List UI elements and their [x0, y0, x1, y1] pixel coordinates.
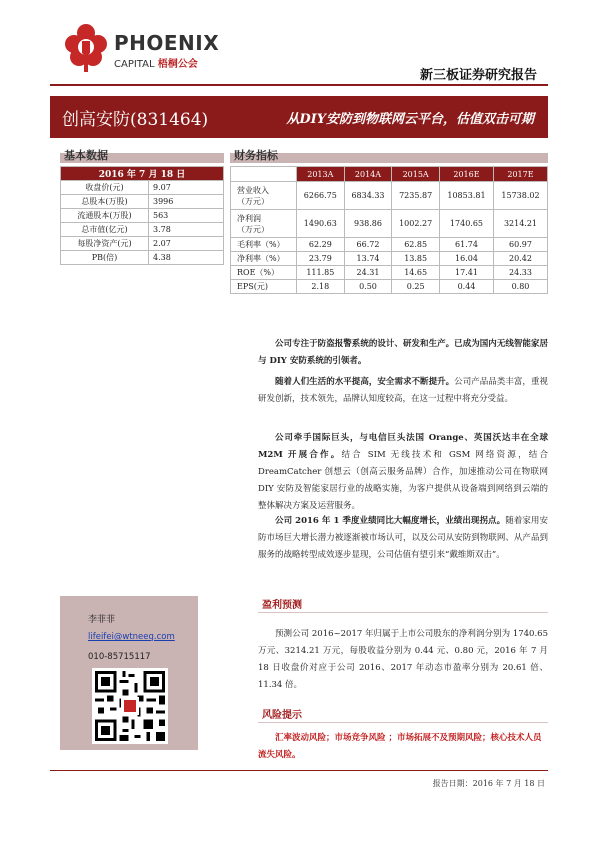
table-row: EPS(元) 2.18 0.50 0.25 0.44 0.80 — [231, 280, 548, 294]
basic-data-date-row — [61, 167, 224, 181]
risk-paragraph: 汇率波动风险；市场竞争风险 ；市场拓展不及预期风险；核心技术人员流失风险。 — [258, 733, 542, 760]
risk-divider — [258, 722, 548, 723]
financials-table — [230, 166, 548, 294]
performance-paragraph: 公司 2016 年 1 季度业绩同比大幅度增长，业绩出现拐点。随着家用安防市场巨大增长潜力被逐渐被市场认可，以及公司从安防到物联网、从产品到服务的战略转型成效逐步显现，公司估值有望引来“戴维斯双击”。 — [258, 516, 548, 560]
footer-divider — [50, 770, 548, 771]
title-banner — [50, 96, 548, 138]
logo-cn: 梧桐公会 — [157, 59, 198, 70]
year-header: 2015A — [392, 167, 440, 182]
table-row: 净利率（%） 23.79 13.74 13.85 16.04 20.42 — [231, 252, 548, 266]
table-row: 净利润 （万元） 1490.63 938.86 1002.27 1740.65 3214.21 — [231, 210, 548, 238]
partnership-paragraph: 公司牵手国际巨头，与电信巨头法国 Orange、英国沃达丰在全球 M2M 开展合作。结合 SIM 无线技术和 GSM 网络资源，结合 DreamCatcher 创想云（创高云服务品牌）合作，加速推动公司在物联网 DIY 安防及智能家居行业的战略实施，为客户提供从设备端到网络到云端的整体解决方案及运营服务。 — [258, 433, 548, 511]
table-row: 营业收入 （万元） 6266.75 6834.33 7235.87 10853.81 15738.02 — [231, 182, 548, 210]
analyst-phone: 010-85715117 — [88, 652, 151, 662]
report-type: 新三板证券研究报告 — [419, 68, 537, 83]
basic-data-table — [60, 166, 224, 265]
logo-wordmark: PHOENIX — [114, 31, 220, 55]
table-row: 总股本(万股) 3996 — [61, 195, 224, 209]
table-row: PB(倍) 4.38 — [61, 251, 224, 265]
basic-data-heading: 基本数据 — [60, 147, 224, 163]
analyst-email-link[interactable]: lifeifei@wtneeq.com — [88, 632, 175, 642]
year-header: 2017E — [493, 167, 547, 182]
company-title: 创高安防(831464) — [62, 110, 209, 130]
logo-capital: CAPITAL — [114, 59, 155, 70]
financials-header-row — [231, 167, 548, 182]
table-row: 流通股本(万股) 563 — [61, 209, 224, 223]
summary-paragraph: 公司专注于防盗报警系统的设计、研发和生产。已成为国内无线智能家居与 DIY 安防系统的引领者。 — [258, 339, 548, 366]
table-row: 收盘价(元) 9.07 — [61, 181, 224, 195]
year-header: 2013A — [297, 167, 345, 182]
table-row: 总市值(亿元) 3.78 — [61, 223, 224, 237]
qr-code-icon — [92, 668, 168, 744]
phoenix-logo — [62, 22, 220, 74]
financials-heading: 财务指标 — [230, 147, 548, 163]
report-headline: 从DIY安防到物联网云平台，估值双击可期 — [286, 112, 534, 127]
demand-paragraph: 随着人们生活的水平提高，安全需求不断提升。公司产品品类丰富，重视研发创新，技术领先，品牌认知度较高，在这一过程中将充分受益。 — [258, 377, 548, 404]
year-header: 2014A — [344, 167, 392, 182]
phoenix-flower-icon — [62, 22, 110, 74]
year-header: 2016E — [439, 167, 493, 182]
basic-data-date: 2016 年 7 月 18 日 — [61, 167, 224, 181]
table-row: ROE（%） 111.85 24.31 14.65 17.41 24.33 — [231, 266, 548, 280]
logo-subtitle — [114, 55, 198, 70]
analyst-name: 李菲菲 — [88, 615, 116, 625]
table-row: 毛利率（%） 62.29 66.72 62.85 61.74 60.97 — [231, 238, 548, 252]
forecast-paragraph: 预测公司 2016~2017 年归属于上市公司股东的净利润分别为 1740.65 万元、3214.21 万元，每股收益分别为 0.44 元、0.80 元，2016 年 7 月 18 日收盘价对应于公司 2016、2017 年动态市盈率分别为 20.61 倍、11.34 倍。 — [258, 629, 548, 690]
header-divider — [50, 84, 548, 86]
risk-heading: 风险提示 — [262, 710, 302, 721]
forecast-divider — [258, 612, 548, 613]
table-row: 每股净资产(元) 2.07 — [61, 237, 224, 251]
report-date: 报告日期：2016 年 7 月 18 日 — [432, 779, 545, 788]
analyst-panel — [60, 596, 198, 750]
forecast-heading: 盈利预测 — [262, 600, 302, 611]
